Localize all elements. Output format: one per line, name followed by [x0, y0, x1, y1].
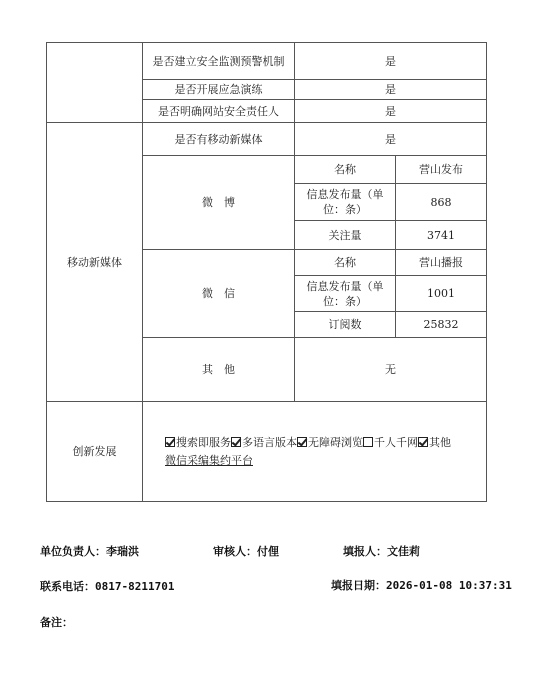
option-label: 千人千网: [374, 435, 418, 449]
remark: 备注：: [40, 616, 73, 629]
weibo-followers: 3741: [396, 221, 487, 250]
innovation-options: [143, 402, 487, 502]
weibo-posts: 868: [396, 184, 487, 221]
checkbox-icon: [418, 437, 428, 447]
innovation-option[interactable]: [363, 436, 418, 449]
weibo-followers-label: 关注量: [295, 221, 396, 250]
option-label: 搜索即服务: [176, 435, 231, 449]
wechat-subscribers: 25832: [396, 312, 487, 338]
option-label: 多语言版本: [242, 435, 297, 449]
wechat-posts-label: 信息发布量（单位：条）: [295, 276, 396, 312]
option-label: 无障碍浏览: [308, 435, 363, 449]
wechat-name: 营山播报: [396, 250, 487, 276]
media-section-label: 移动新媒体: [47, 123, 143, 402]
innovation-option[interactable]: [297, 436, 363, 449]
blank-section-cell: [47, 43, 143, 123]
innovation-option[interactable]: [231, 436, 297, 449]
innovation-other-text: 微信采编集约平台: [165, 453, 253, 467]
wechat-posts: 1001: [396, 276, 487, 312]
monitoring-question: 是否建立安全监测预警机制: [143, 43, 295, 80]
has-media-answer: 是: [295, 123, 487, 156]
filler: 填报人：文佳莉: [343, 545, 420, 558]
checkbox-icon: [297, 437, 307, 447]
drill-question: 是否开展应急演练: [143, 80, 295, 100]
weibo-name-label: 名称: [295, 156, 396, 184]
fill-date: 填报日期：2026-01-08 10:37:31: [331, 579, 512, 592]
weibo-posts-label: 信息发布量（单位：条）: [295, 184, 396, 221]
has-media-question: 是否有移动新媒体: [143, 123, 295, 156]
responsible-question: 是否明确网站安全责任人: [143, 100, 295, 123]
wechat-subscribers-label: 订阅数: [295, 312, 396, 338]
weibo-label: 微 博: [143, 156, 295, 250]
innovation-label: 创新发展: [47, 402, 143, 502]
reviewer: 审核人：付俚: [213, 545, 279, 558]
option-label: 其他: [429, 435, 451, 449]
innovation-option[interactable]: [418, 436, 451, 449]
innovation-option[interactable]: [165, 436, 231, 449]
security-media-table: [46, 42, 487, 502]
other-media-label: 其 他: [143, 338, 295, 402]
checkbox-icon: [363, 437, 373, 447]
unit-head: 单位负责人：李瑞洪: [40, 545, 139, 558]
drill-answer: 是: [295, 80, 487, 100]
responsible-answer: 是: [295, 100, 487, 123]
checkbox-icon: [231, 437, 241, 447]
monitoring-answer: 是: [295, 43, 487, 80]
other-media-value: 无: [295, 338, 487, 402]
wechat-name-label: 名称: [295, 250, 396, 276]
checkbox-icon: [165, 437, 175, 447]
weibo-name: 营山发布: [396, 156, 487, 184]
wechat-label: 微 信: [143, 250, 295, 338]
contact-phone: 联系电话：0817-8211701: [40, 580, 175, 593]
